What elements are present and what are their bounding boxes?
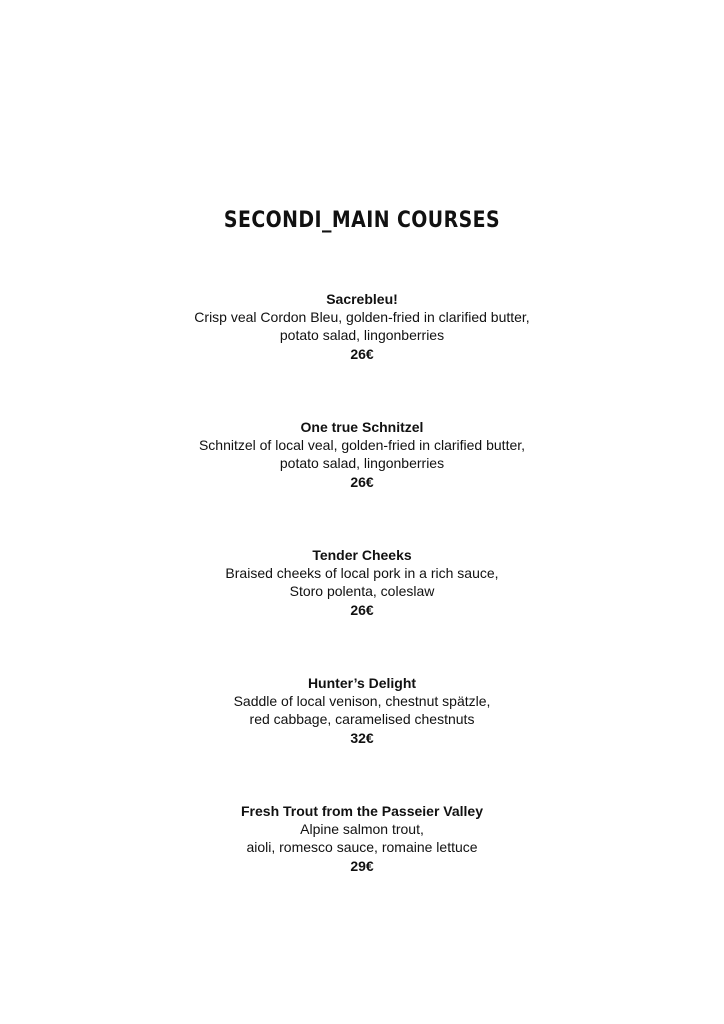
- item-name: Fresh Trout from the Passeier Valley: [241, 803, 483, 819]
- item-name: Tender Cheeks: [312, 547, 412, 563]
- menu-item-tender-cheeks: [0, 546, 724, 619]
- item-description: Alpine salmon trout,: [300, 821, 424, 838]
- page-title: SECONDI_MAIN COURSES: [223, 208, 501, 233]
- menu-item-fresh-trout: [0, 802, 724, 875]
- item-price: 26€: [350, 345, 374, 362]
- item-description: potato salad, lingonberries: [279, 327, 445, 344]
- menu-item-hunters-delight: [0, 674, 724, 747]
- menu-item-schnitzel: [0, 418, 724, 491]
- item-description: aioli, romesco sauce, romaine lettuce: [246, 839, 478, 856]
- item-description: red cabbage, caramelised chestnuts: [249, 711, 475, 728]
- item-description: Storo polenta, coleslaw: [289, 583, 435, 600]
- item-description: Schnitzel of local veal, golden-fried in clarified butter,: [198, 437, 526, 454]
- item-price: 29€: [350, 857, 374, 874]
- item-price: 32€: [350, 729, 374, 746]
- item-description: Braised cheeks of local pork in a rich sauce,: [225, 565, 499, 582]
- menu-item-sacrebleu: [0, 290, 724, 363]
- item-description: Saddle of local venison, chestnut spätzle,: [233, 693, 491, 710]
- item-name: One true Schnitzel: [300, 419, 424, 435]
- item-name: Hunter’s Delight: [307, 675, 417, 691]
- item-price: 26€: [350, 601, 374, 618]
- item-price: 26€: [350, 473, 374, 490]
- item-name: Sacrebleu!: [326, 291, 398, 307]
- item-description: Crisp veal Cordon Bleu, golden-fried in clarified butter,: [194, 309, 530, 326]
- item-description: potato salad, lingonberries: [279, 455, 445, 472]
